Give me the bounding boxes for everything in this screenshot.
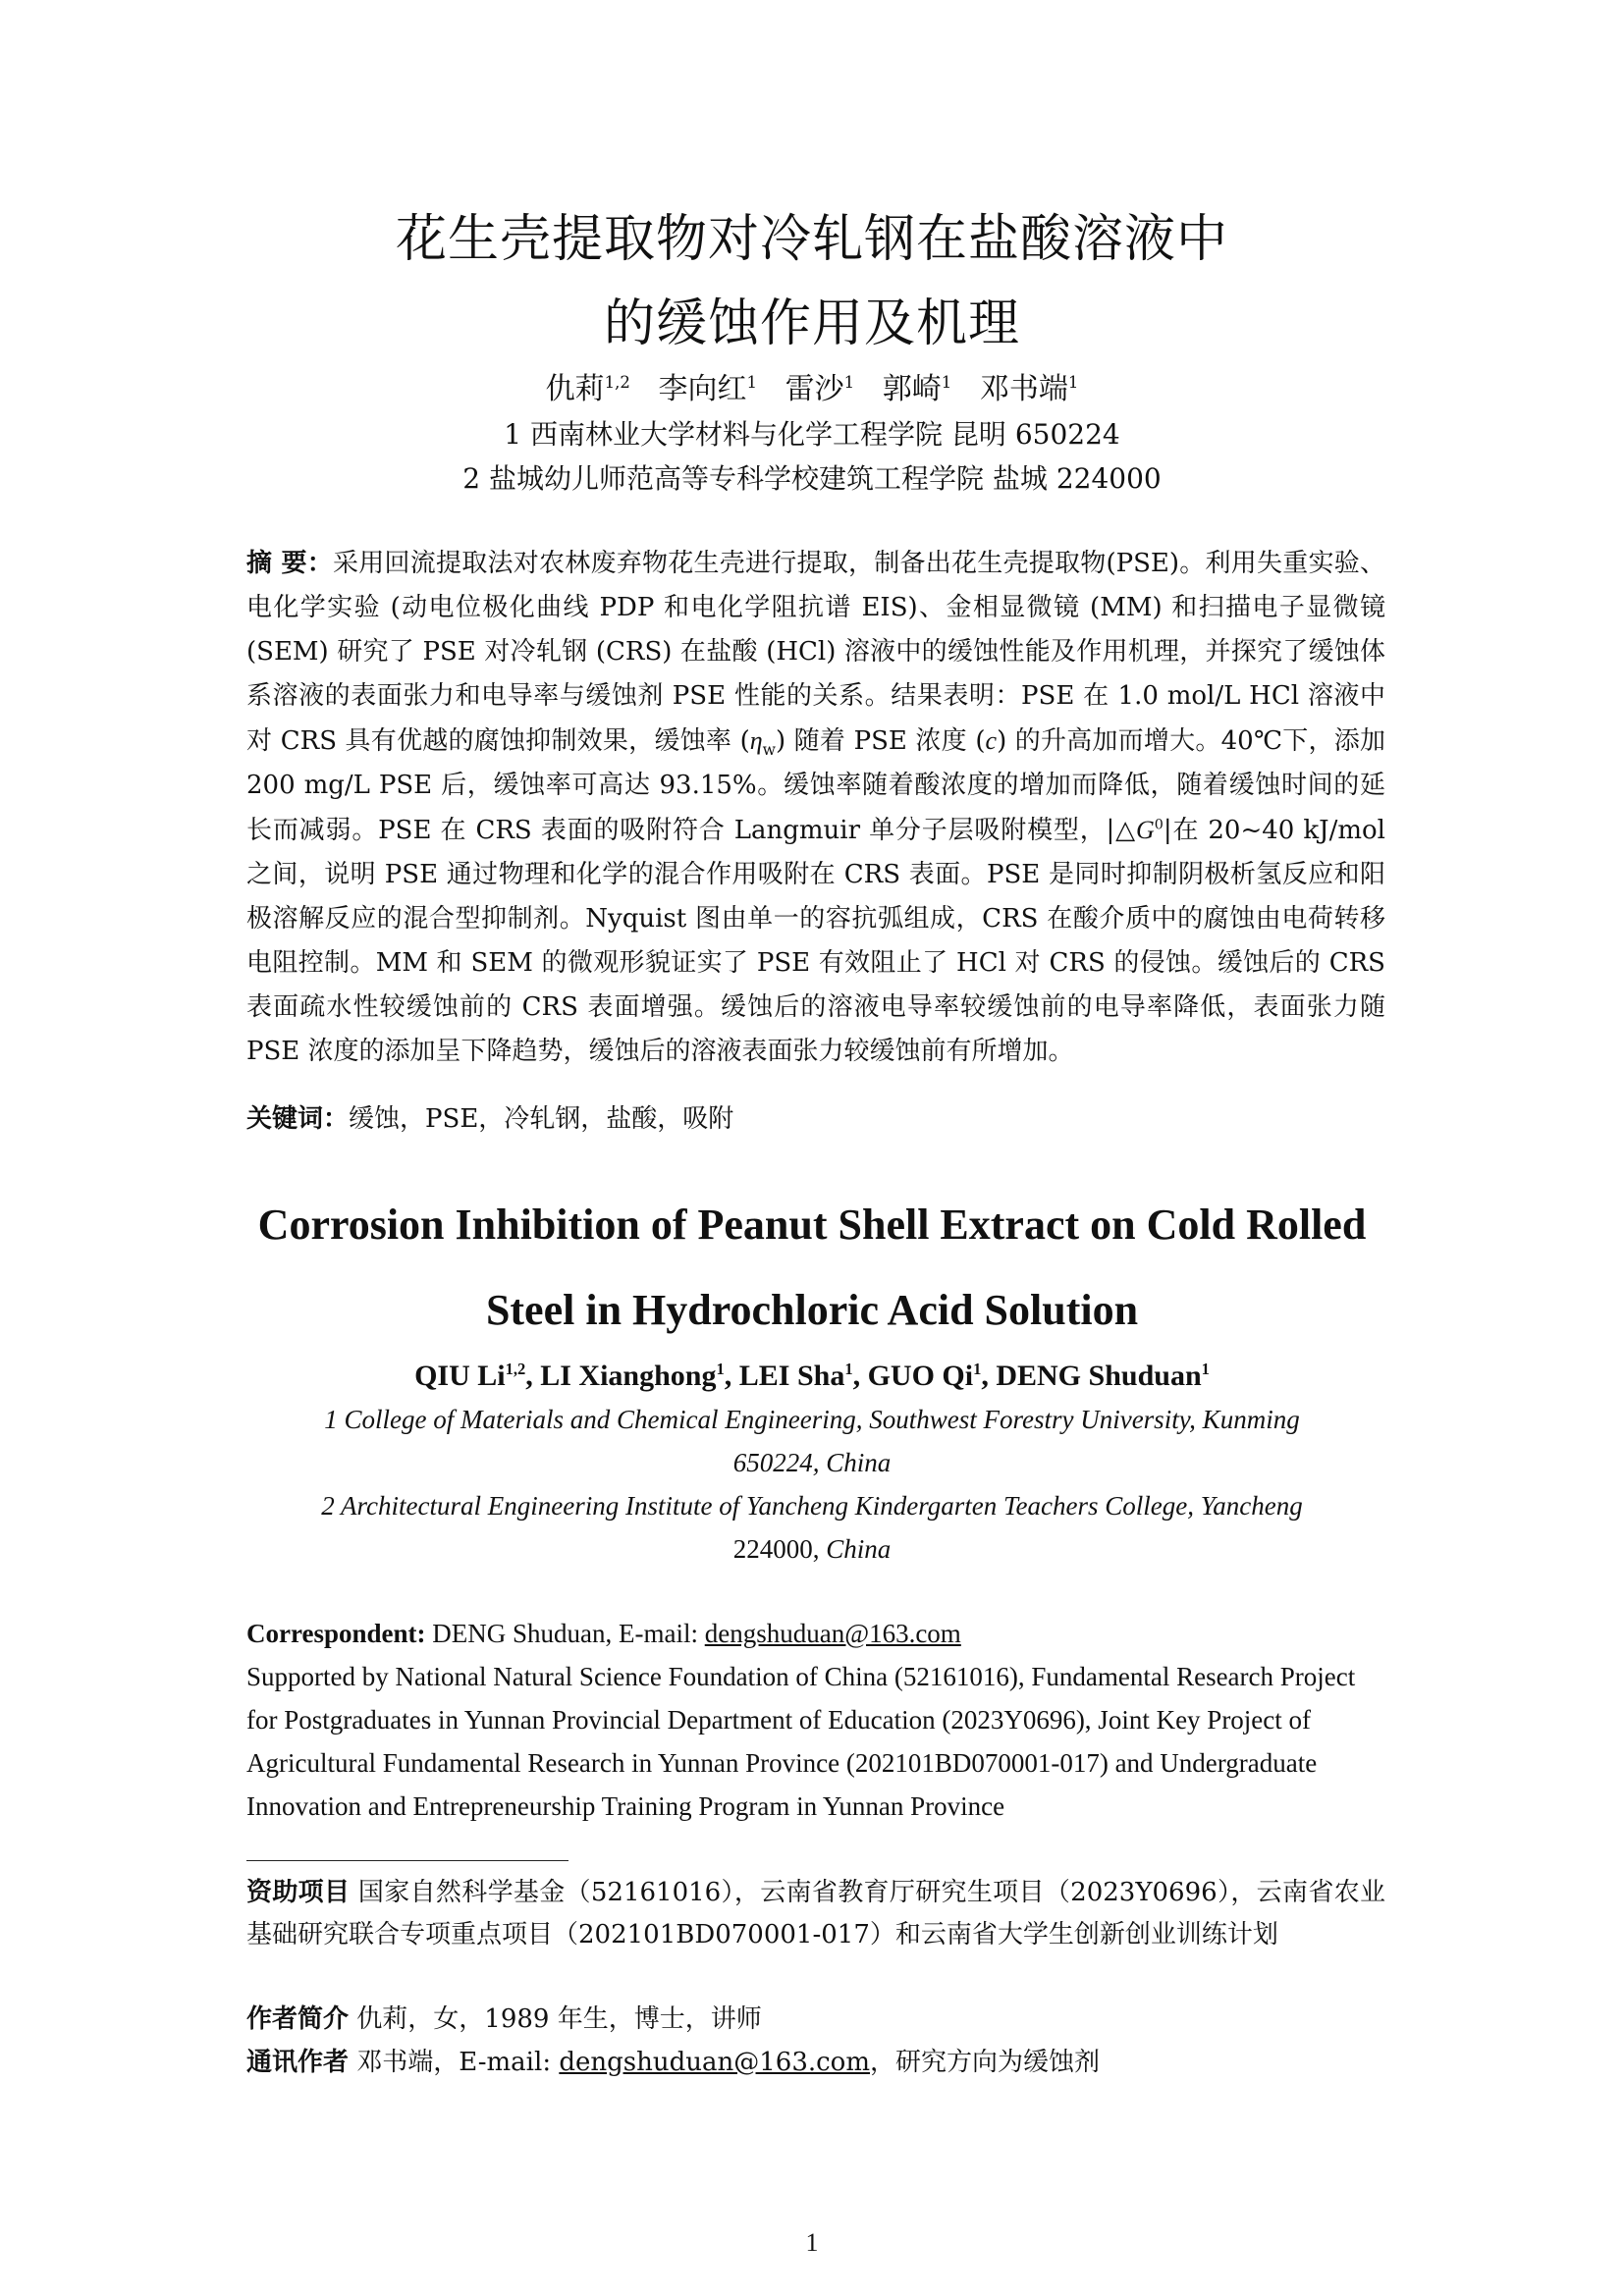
- funding-statement-en: Supported by National Natural Science Foundation of China (52161016), Fundamental Research Project for Postgraduates in Yunnan Provincial Department of Education (2023Y0696), Joint Key Project of Agricultural Fundamental Research in Yunnan Province (202101BD070001-017) and Undergraduate Innovation and Entrepreneurship Training Program in Yunnan Province: [246, 1662, 1356, 1821]
- cn-author: 邓书端$^1$: [979, 372, 1079, 406]
- footnote-rule: [246, 1860, 568, 1861]
- page-number: 1: [805, 2228, 819, 2257]
- keywords-text: 缓蚀，PSE，冷轧钢，盐酸，吸附: [349, 1104, 734, 1134]
- en-affiliation-1: 1 College of Materials and Chemical Engineering, Southwest Forestry University, Kunming 650224, China: [324, 1405, 1300, 1477]
- contact-email-link[interactable]: dengshuduan@163.com: [559, 2048, 870, 2077]
- cn-author: 李向红$^1$: [658, 372, 758, 406]
- en-author: DENG Shuduan$^1$: [996, 1360, 1210, 1392]
- cn-title-line2: 的缓蚀作用及机理: [603, 294, 1020, 353]
- footnote-author-intro: 作者简介 仇莉，女，1989 年生，博士，讲师: [246, 2004, 762, 2034]
- en-title-line1: Corrosion Inhibition of Peanut Shell Extract on Cold Rolled: [257, 1201, 1367, 1249]
- cn-author: 郭崎$^1$: [882, 372, 952, 406]
- cn-affiliation-2: 2 盐城幼儿师范高等专科学校建筑工程学院 盐城 224000: [462, 462, 1162, 495]
- abstract-label: 摘 要：: [246, 549, 334, 578]
- cn-author: 雷沙$^1$: [785, 372, 855, 406]
- en-author: GUO Qi$^1$,: [867, 1360, 997, 1392]
- en-author: LI Xianghong$^1$,: [540, 1360, 739, 1392]
- keywords-label: 关键词：: [246, 1104, 350, 1134]
- en-author: QIU Li$^{1,2}$,: [414, 1360, 541, 1392]
- cn-keywords: [246, 1097, 1385, 1142]
- correspondent-email-link[interactable]: dengshuduan@163.com: [704, 1619, 961, 1648]
- cn-author-list: [0, 370, 1624, 409]
- footnote-funding: 资助项目 国家自然科学基金（52161016），云南省教育厅研究生项目（2023Y0696），云南省农业基础研究联合专项重点项目（202101BD070001-017）和云南省大学生创新创业训练计划: [246, 1878, 1385, 1949]
- cn-author: 仇莉$^{1,2}$: [545, 372, 630, 406]
- footnote-contact: 通讯作者 邓书端，E-mail: dengshuduan@163.com，研究方向为缓蚀剂: [246, 2048, 1101, 2077]
- en-title-line2: Steel in Hydrochloric Acid Solution: [485, 1286, 1139, 1334]
- en-author-list: [0, 1357, 1624, 1396]
- cn-title-line1: 花生壳提取物对冷轧钢在盐酸溶液中: [395, 210, 1228, 269]
- correspondent-info: Correspondent: DENG Shuduan, E-mail: dengshuduan@163.com: [246, 1619, 961, 1648]
- cn-affiliation-1: 1 西南林业大学材料与化学工程学院 昆明 650224: [504, 418, 1120, 451]
- correspondent-label: Correspondent:: [246, 1619, 426, 1648]
- cn-abstract: 摘 要：采用回流提取法对农林废弃物花生壳进行提取，制备出花生壳提取物(PSE)。利用失重实验、电化学实验 (动电位极化曲线 PDP 和电化学阻抗谱 EIS)、金相显微镜 (MM) 和扫描电子显微镜 (SEM) 研究了 PSE 对冷轧钢 (CRS) 在盐酸 (HCl) 溶液中的缓蚀性能及作用机理，并探究了缓蚀体系溶液的表面张力和电导率与缓蚀剂 PSE 性能的关系。结果表明：PSE 在 1.0 mol/L HCl 溶液中对 CRS 具有优越的腐蚀抑制效果，缓蚀率 $(\eta_w)$ 随着 PSE 浓度 (c) 的升高加而增大。40℃下，添加 200 mg/L PSE 后，缓蚀率可高达 93.15%。缓蚀率随着酸浓度的增加而降低，随着缓蚀时间的延长而减弱。PSE 在 CRS 表面的吸附符合 Langmuir 单分子层吸附模型，$|\triangle G^0|$在 20~40 kJ/mol 之间，说明 PSE 通过物理和化学的混合作用吸附在 CRS 表面。PSE 是同时抑制阴极析氢反应和阳极溶解反应的混合型抑制剂。Nyquist 图由单一的容抗弧组成，CRS 在酸介质中的腐蚀由电荷转移电阻控制。MM 和 SEM 的微观形貌证实了 PSE 有效阻止了 HCl 对 CRS 的侵蚀。缓蚀后的 CRS 表面疏水性较缓蚀前的 CRS 表面增强。缓蚀后的溶液电导率较缓蚀前的电导率降低，表面张力随 PSE 浓度的添加呈下降趋势，缓蚀后的溶液表面张力较缓蚀前有所增加。: [246, 549, 1385, 1066]
- en-affiliation-2: 2 Architectural Engineering Institute of Yancheng Kindergarten Teachers College, Yancheng 224000, China: [321, 1491, 1303, 1564]
- en-author: LEI Sha$^1$,: [738, 1360, 868, 1392]
